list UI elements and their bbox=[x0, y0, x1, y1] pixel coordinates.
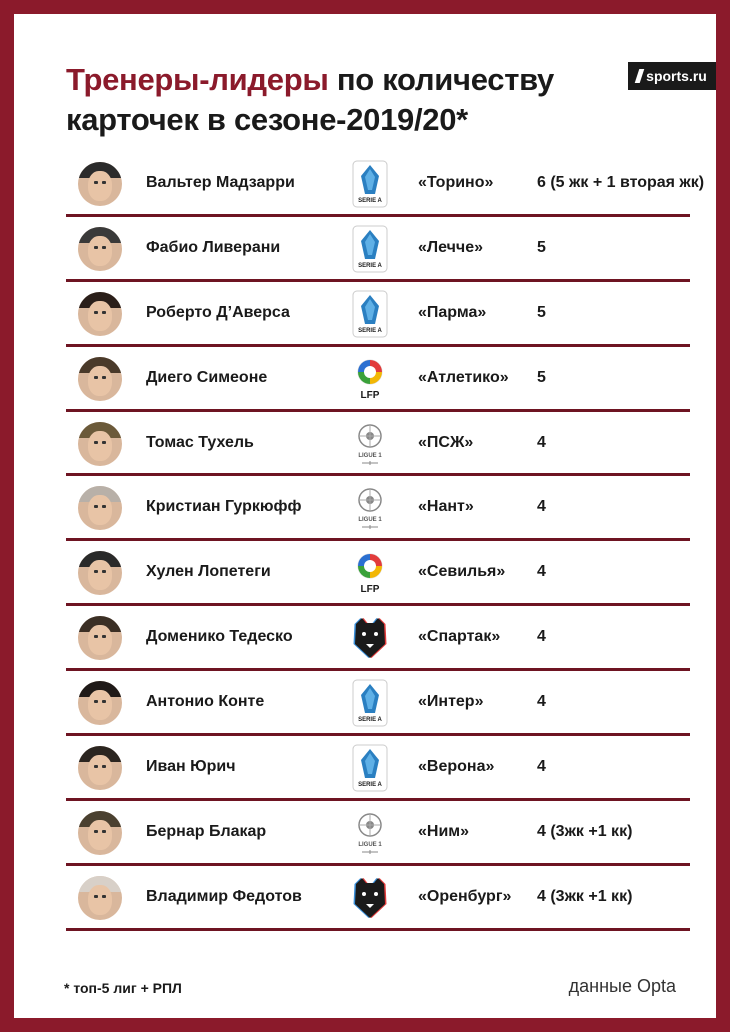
coach-photo-avatar bbox=[78, 162, 122, 206]
title-accent: Тренеры-лидеры bbox=[66, 62, 329, 97]
card-count: 5 bbox=[537, 303, 546, 321]
club-name: «ПСЖ» bbox=[418, 433, 474, 451]
coach-name: Хулен Лопетеги bbox=[146, 563, 271, 581]
coach-photo-avatar bbox=[78, 227, 122, 271]
svg-text:SERIE A: SERIE A bbox=[358, 717, 382, 724]
serie-a-logo-icon bbox=[352, 744, 388, 792]
coach-name: Диего Симеоне bbox=[146, 368, 268, 386]
serie-a-logo-icon bbox=[352, 225, 388, 273]
table-row bbox=[66, 671, 690, 736]
card-count: 4 bbox=[537, 498, 546, 516]
coach-photo-avatar bbox=[78, 486, 122, 530]
club-name: «Интер» bbox=[418, 693, 484, 711]
svg-text:SERIE A: SERIE A bbox=[358, 262, 382, 269]
card-count: 4 (3жк +1 кк) bbox=[537, 887, 633, 905]
coach-name: Антонио Конте bbox=[146, 693, 265, 711]
coach-photo-avatar bbox=[78, 681, 122, 725]
club-name: «Лечче» bbox=[418, 238, 483, 256]
rpl-bear-logo-icon bbox=[352, 874, 388, 922]
coach-name: Бернар Блакар bbox=[146, 822, 267, 840]
svg-text:LIGUE 1: LIGUE 1 bbox=[358, 517, 382, 524]
svg-text:SERIE A: SERIE A bbox=[358, 327, 382, 334]
club-name: «Оренбург» bbox=[418, 887, 512, 905]
card-count: 4 bbox=[537, 433, 546, 451]
card-count: 4 (3жк +1 кк) bbox=[537, 822, 633, 840]
coach-name: Вальтер Мадзарри bbox=[146, 174, 295, 191]
coach-photo-avatar bbox=[78, 746, 122, 790]
club-name: «Севилья» bbox=[418, 563, 506, 581]
svg-text:LIGUE 1: LIGUE 1 bbox=[358, 452, 382, 459]
svg-text:SERIE A: SERIE A bbox=[358, 198, 382, 204]
infographic-card bbox=[14, 14, 716, 1018]
title-rest: по количеству bbox=[328, 62, 555, 97]
coach-table bbox=[66, 152, 705, 931]
table-row bbox=[66, 412, 690, 477]
page-title bbox=[66, 60, 626, 140]
ligue1-logo-icon bbox=[352, 420, 388, 468]
coach-photo-avatar bbox=[78, 616, 122, 660]
footnote: * топ-5 лиг + РПЛ bbox=[64, 980, 182, 996]
coach-name: Иван Юрич bbox=[146, 758, 236, 776]
logo-text: sports.ru bbox=[646, 68, 707, 84]
ligue1-logo-icon bbox=[352, 484, 388, 532]
club-name: «Спартак» bbox=[418, 628, 501, 646]
table-row bbox=[66, 476, 690, 541]
card-count: 4 bbox=[537, 758, 546, 776]
club-name: «Атлетико» bbox=[418, 368, 509, 386]
svg-text:LFP: LFP bbox=[360, 584, 380, 596]
club-name: «Парма» bbox=[418, 303, 487, 321]
card-count: 6 (5 жк + 1 вторая жк) bbox=[537, 174, 705, 191]
table-row bbox=[66, 866, 690, 931]
coach-name: Кристиан Гуркюфф bbox=[146, 498, 302, 516]
laliga-logo-icon bbox=[352, 549, 388, 597]
laliga-logo-icon bbox=[352, 355, 388, 403]
coach-photo-avatar bbox=[78, 292, 122, 336]
svg-text:LFP: LFP bbox=[360, 389, 380, 401]
table-row bbox=[66, 282, 690, 347]
coach-photo-avatar bbox=[78, 811, 122, 855]
ligue1-logo-icon bbox=[352, 809, 388, 857]
coach-name: Томас Тухель bbox=[146, 433, 254, 451]
rpl-bear-logo-icon bbox=[352, 614, 388, 662]
card-count: 5 bbox=[537, 368, 546, 386]
club-name: «Торино» bbox=[418, 174, 494, 191]
source-credit: данные Opta bbox=[568, 976, 676, 996]
coach-photo-avatar bbox=[78, 422, 122, 466]
serie-a-logo-icon bbox=[352, 679, 388, 727]
table-row bbox=[66, 606, 690, 671]
club-name: «Нант» bbox=[418, 498, 474, 516]
coach-photo-avatar bbox=[78, 551, 122, 595]
table-row bbox=[66, 801, 690, 866]
table-row bbox=[66, 347, 690, 412]
club-name: «Ним» bbox=[418, 822, 470, 840]
serie-a-logo-icon bbox=[352, 160, 388, 208]
club-name: «Верона» bbox=[418, 758, 495, 776]
coach-name: Роберто Д’Аверса bbox=[146, 303, 290, 321]
sports-ru-logo bbox=[628, 62, 716, 90]
coach-name: Доменико Тедеско bbox=[146, 628, 293, 646]
card-count: 5 bbox=[537, 238, 546, 256]
card-count: 4 bbox=[537, 563, 546, 581]
table-row bbox=[66, 152, 705, 217]
svg-text:LIGUE 1: LIGUE 1 bbox=[358, 841, 382, 848]
slash-icon bbox=[635, 69, 645, 83]
card-count: 4 bbox=[537, 693, 546, 711]
table-row bbox=[66, 541, 690, 606]
card-count: 4 bbox=[537, 628, 546, 646]
table-row bbox=[66, 736, 690, 801]
table-row bbox=[66, 217, 690, 282]
title-line2: карточек в сезоне-2019/20* bbox=[66, 102, 468, 137]
coach-photo-avatar bbox=[78, 876, 122, 920]
coach-name: Фабио Ливерани bbox=[146, 238, 281, 256]
svg-text:SERIE A: SERIE A bbox=[358, 782, 382, 789]
serie-a-logo-icon bbox=[352, 290, 388, 338]
coach-photo-avatar bbox=[78, 357, 122, 401]
coach-name: Владимир Федотов bbox=[146, 887, 302, 905]
